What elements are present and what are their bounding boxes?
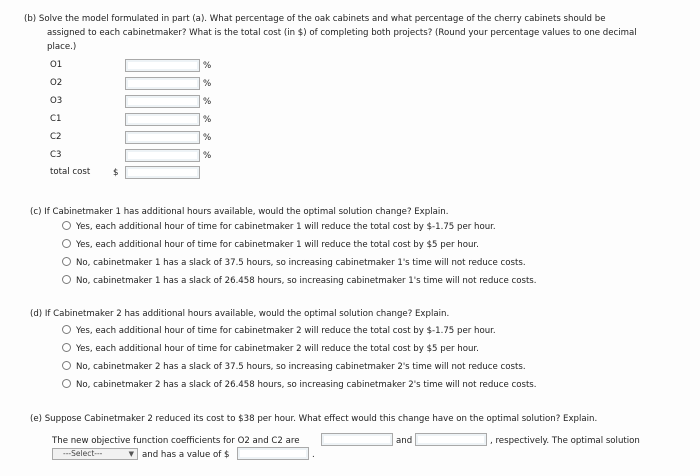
o2-coefficient-input[interactable] <box>321 433 393 446</box>
part-d-option-3-label[interactable]: No, cabinetmaker 2 has a slack of 37.5 hours, so increasing cabinetmaker 2's time will not reduce costs. <box>76 362 526 372</box>
o1-percent-input[interactable] <box>125 59 200 72</box>
part-c-option-1-label[interactable]: Yes, each additional hour of time for cabinetmaker 1 will reduce the total cost by $-1.75 per hour. <box>76 222 496 232</box>
row-label-c3: C3 <box>50 150 62 160</box>
solution-value-input[interactable] <box>237 447 309 460</box>
part-c-option-4-radio[interactable] <box>62 275 71 284</box>
part-e-line1-and: and <box>396 436 413 446</box>
part-e-line1-suffix: , respectively. The optimal solution <box>490 436 640 446</box>
part-d-option-1-label[interactable]: Yes, each additional hour of time for cabinetmaker 2 will reduce the total cost by $-1.75 per hour. <box>76 326 496 336</box>
total-cost-currency: $ <box>113 168 119 178</box>
o3-percent-unit: % <box>203 97 212 107</box>
o1-percent-unit: % <box>203 61 212 71</box>
row-label-o3: O3 <box>50 96 63 106</box>
c3-percent-unit: % <box>203 151 212 161</box>
optimal-solution-select[interactable] <box>52 448 138 460</box>
o2-percent-input[interactable] <box>125 77 200 90</box>
part-e-question: (e) Suppose Cabinetmaker 2 reduced its cost to $38 per hour. What effect would this change have on the optimal solution? Explain. <box>30 414 598 424</box>
part-c-option-3-label[interactable]: No, cabinetmaker 1 has a slack of 37.5 hours, so increasing cabinetmaker 1's time will not reduce costs. <box>76 258 526 268</box>
part-d-option-1-radio[interactable] <box>62 325 71 334</box>
total-cost-input[interactable] <box>125 166 200 179</box>
c1-percent-unit: % <box>203 115 212 125</box>
part-d-option-3-radio[interactable] <box>62 361 71 370</box>
chevron-down-icon: ▼ <box>128 450 134 458</box>
part-d-question: (d) If Cabinetmaker 2 has additional hours available, would the optimal solution change? Explain. <box>30 309 450 319</box>
part-b-question-line3: place.) <box>47 42 77 52</box>
part-c-option-3-radio[interactable] <box>62 257 71 266</box>
total-cost-label: total cost <box>50 167 91 177</box>
o2-percent-unit: % <box>203 79 212 89</box>
c2-percent-unit: % <box>203 133 212 143</box>
part-d-option-4-radio[interactable] <box>62 379 71 388</box>
optimal-solution-select-value: ---Select--- <box>63 449 103 458</box>
part-e-line1-prefix: The new objective function coefficients for O2 and C2 are <box>52 436 300 446</box>
part-e-line2-end: . <box>312 450 315 460</box>
c1-percent-input[interactable] <box>125 113 200 126</box>
part-c-option-2-label[interactable]: Yes, each additional hour of time for cabinetmaker 1 will reduce the total cost by $5 per hour. <box>76 240 479 250</box>
c2-coefficient-input[interactable] <box>415 433 487 446</box>
part-b-question-line1: (b) Solve the model formulated in part (a). What percentage of the oak cabinets and what percentage of the cherry cabinets should be <box>24 14 606 24</box>
c2-percent-input[interactable] <box>125 131 200 144</box>
o3-percent-input[interactable] <box>125 95 200 108</box>
row-label-c1: C1 <box>50 114 62 124</box>
row-label-o2: O2 <box>50 78 63 88</box>
part-d-option-2-label[interactable]: Yes, each additional hour of time for cabinetmaker 2 will reduce the total cost by $5 per hour. <box>76 344 479 354</box>
part-b-question-line2: assigned to each cabinetmaker? What is the total cost (in $) of completing both projects? (Round your percentage values to one decimal <box>47 28 637 38</box>
row-label-o1: O1 <box>50 60 63 70</box>
part-c-option-2-radio[interactable] <box>62 239 71 248</box>
part-c-option-1-radio[interactable] <box>62 221 71 230</box>
part-d-option-4-label[interactable]: No, cabinetmaker 2 has a slack of 26.458 hours, so increasing cabinetmaker 2's time will not reduce costs. <box>76 380 537 390</box>
part-c-option-4-label[interactable]: No, cabinetmaker 1 has a slack of 26.458 hours, so increasing cabinetmaker 1's time will not reduce costs. <box>76 276 537 286</box>
c3-percent-input[interactable] <box>125 149 200 162</box>
part-c-question: (c) If Cabinetmaker 1 has additional hours available, would the optimal solution change? Explain. <box>30 207 449 217</box>
part-d-option-2-radio[interactable] <box>62 343 71 352</box>
row-label-c2: C2 <box>50 132 62 142</box>
part-e-line2-mid: and has a value of $ <box>142 450 230 460</box>
